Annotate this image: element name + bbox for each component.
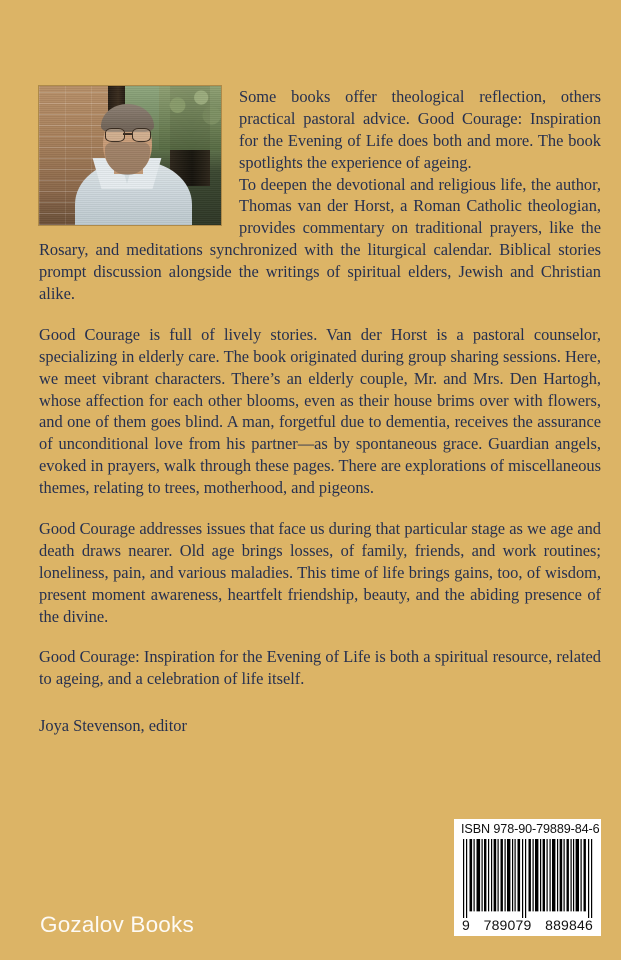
back-cover-blurb xyxy=(39,86,601,737)
blurb-paragraph-4: Good Courage addresses issues that face us during that particular stage as we age and death draws nearer. Old age brings losses, of family, friends, and work routines; loneliness, pain, and various maladies. This time of life brings gains, too, of wisdom, present moment awareness, heartfelt friendship, beauty, and the abiding presence of the divine. xyxy=(39,519,601,626)
foliage xyxy=(159,86,221,150)
isbn-barcode-block xyxy=(454,819,601,936)
author-portrait-photo xyxy=(39,86,221,225)
publisher-name: Gozalov Books xyxy=(40,912,194,937)
barcode-digit-right: 889846 xyxy=(545,917,593,933)
barcode-digit-row xyxy=(461,917,594,933)
editor-credit: Joya Stevenson, editor xyxy=(39,716,187,736)
blurb-paragraph-3: Good Courage is full of lively stories. Van der Horst is a pastoral counselor, specializing in elderly care. The book originated during group sharing sessions. Here, we meet vibrant characters. There’s an elderly couple, Mr. and Mrs. Den Hartogh, whose affection for each other blooms, even as their house brims over with flowers, and one of them goes blind. A man, forgetful due to dementia, receives the assurance of unconditional love from his partner—as by spontaneous grace. Guardian angels, evoked in prayers, walk through these pages. There are explorations of miscellaneous themes, relating to trees, motherhood, and pigeons. xyxy=(39,324,601,498)
barcode-digit-left: 9 xyxy=(462,917,470,933)
barcode-bars xyxy=(461,839,594,918)
barcode-digit-middle: 789079 xyxy=(483,917,532,933)
isbn-label: ISBN 978-90-79889-84-6 xyxy=(461,822,600,836)
blurb-paragraph-2: To deepen the devotional and religious life, the author, Thomas van der Horst, a Roman Catholic theologian, provides commentary on traditional prayers, like the Rosary, and meditations synchronized with the liturgical calendar. Biblical stories prompt discussion alongside the writings of spiritual elders, Jewish and Christian alike. xyxy=(39,174,601,304)
eyeglasses-bridge xyxy=(123,133,132,135)
eyeglasses-left-lens xyxy=(105,128,124,143)
barcode-bars-svg xyxy=(461,839,594,918)
eyeglasses-right-lens xyxy=(132,128,151,143)
blurb-paragraph-1: Some books offer theological reflection, others practical pastoral advice. Good Courage: Inspiration for the Evening of Life does both and more. The book spotlights the experience of ageing. xyxy=(239,87,601,172)
blurb-paragraph-5: Good Courage: Inspiration for the Evening of Life is both a spiritual resource, related to ageing, and a celebration of life itself. xyxy=(39,647,601,689)
